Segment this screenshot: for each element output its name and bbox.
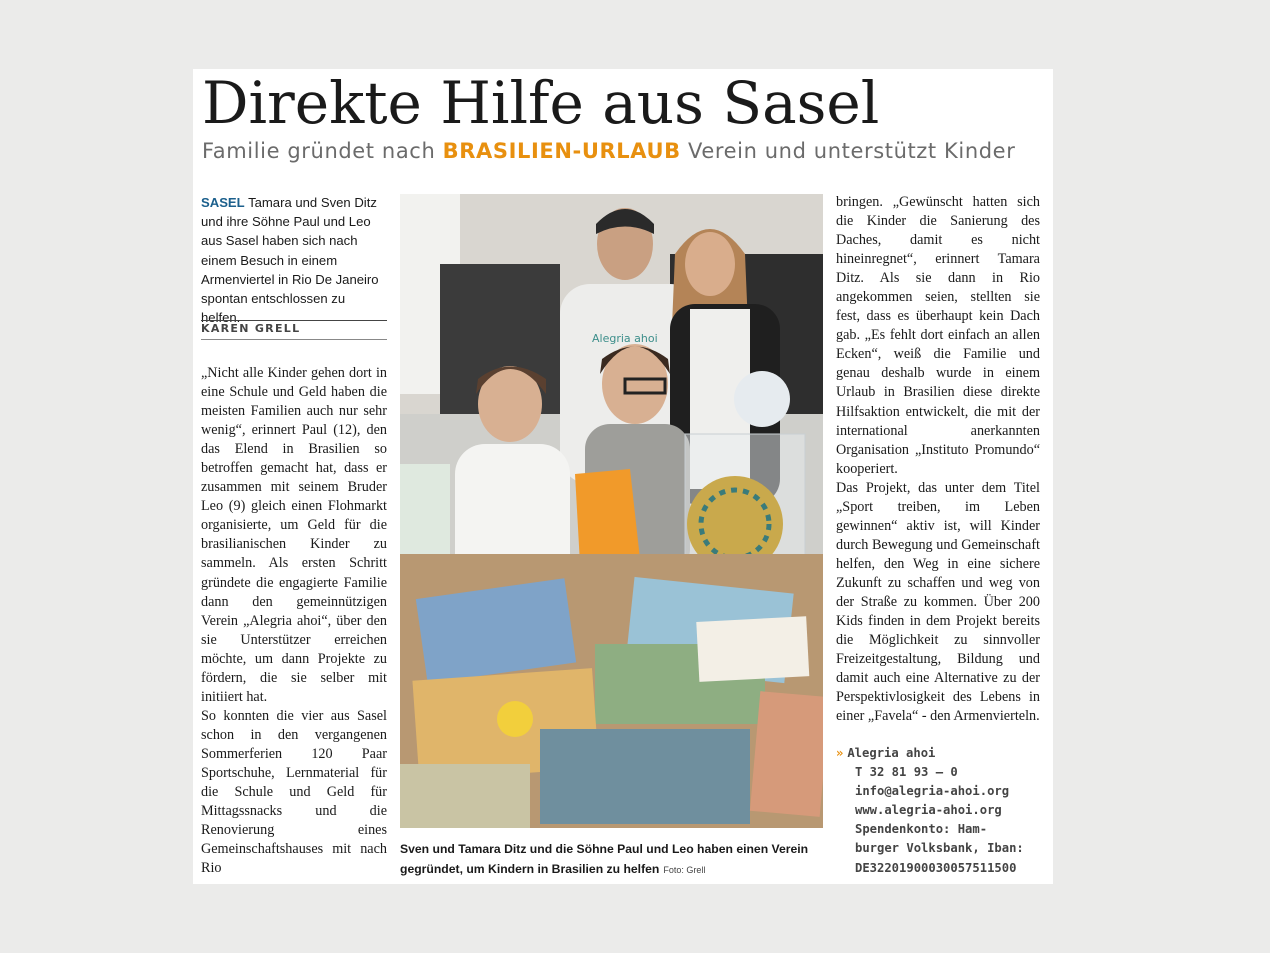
subheadline-end: Verein und unterstützt Kinder [680, 139, 1016, 163]
dateline-place: SASEL [201, 195, 245, 210]
info-phone: T 32 81 93 – 0 [855, 765, 958, 780]
body-column-1 [201, 364, 387, 878]
info-website: www.alegria-ahoi.org [855, 803, 1002, 818]
body-column-3 [836, 193, 1040, 726]
author-byline: KAREN GRELL [201, 322, 301, 335]
lead-text: Tamara und Sven Ditz und ihre Söhne Paul und Leo aus Sasel haben sich nach einem Besuch in einem Armenviertel in Rio De Janeiro spontan entschlossen zu helfen. [201, 195, 379, 326]
info-email: info@alegria-ahoi.org [855, 784, 1010, 799]
caption-text: Sven und Tamara Ditz und die Söhne Paul und Leo haben einen Verein gegründet, um Kindern in Brasilien zu helfen [400, 842, 809, 876]
author-rule-bottom [201, 339, 387, 340]
headline: Direkte Hilfe aus Sasel [202, 69, 880, 137]
info-iban: DE32201900030057511500 [855, 860, 1017, 875]
info-box [836, 744, 1024, 878]
body-paragraph: Das Projekt, das unter dem Titel „Sport treiben, im Leben gewinnen“ aktiv ist, will Kinder durch Bewegung und Gemeinschaft helfen, den Weg in eine sichere Zukunft zu schaffen und weg von der Straße zu kommen. Über 200 Kids finden in dem Projekt bereits die Möglichkeit zu sinnvoller Freizeitgestaltung, Bildung und damit auch eine Alternative zu der Perspektivlosigkeit des Lebens in einer „Favela“ - den Armenvierteln. [836, 479, 1040, 725]
subheadline-start: Familie gründet nach [202, 139, 443, 163]
lead-paragraph [201, 193, 388, 327]
subheadline [202, 139, 1015, 163]
info-bank-1: Spendenkonto: Ham- [855, 822, 988, 837]
photo-caption [400, 839, 830, 880]
body-paragraph: „Nicht alle Kinder gehen dort in eine Schule und Geld haben die meisten Familien auch nur sehr wenig“, erinnert Paul (12), den das Elend in Brasilien so betroffen gemacht hat, dass er zusammen mit seinem Bruder Leo (9) gleich einen Flohmarkt organisierte, um Geld für die brasilianischen Kinder zu sammeln. Als ersten Schritt gründete die engagierte Familie dann den gemeinnützigen Verein „Alegria ahoi“, über den sie Unterstützer erreichen möchte, um dann Projekte zu fördern, die sie selber mit initiiert hat. [201, 365, 387, 705]
family-photo [400, 194, 823, 828]
shirt-print: Alegria ahoi [592, 332, 658, 345]
arrow-icon: » [836, 746, 844, 760]
body-paragraph: So konnten die vier aus Sasel schon in den vergangenen Sommerferien 120 Paar Sportschuhe, Lernmaterial für die Schule und Geld für Mittagssnacks und die Renovierung eines Gemeinschaftshauses mit nach Rio [201, 707, 387, 877]
info-name: Alegria ahoi [847, 746, 936, 760]
info-title [836, 744, 1024, 763]
info-bank-2: burger Volksbank, Iban: [855, 841, 1024, 856]
author-rule-top [201, 320, 387, 321]
subheadline-highlight: BRASILIEN-URLAUB [442, 139, 681, 163]
newspaper-clipping [193, 69, 1053, 884]
body-paragraph: bringen. „Gewünscht hatten sich die Kinder die Sanierung des Daches, damit es nicht hineinregnet“, erinnert Tamara Ditz. Als sie dann in Rio angekommen seien, stellten sie fest, dass es überhaupt kein Dach gab. „Es fehlt dort einfach an allen Ecken“, weiß die Familie und genau deshalb wurde in einem Urlaub in Brasilien diese direkte Hilfsaktion entwickelt, die mit der international anerkannten Organisation „Instituto Promundo“ kooperiert. [836, 194, 1040, 477]
photo-credit: Foto: Grell [663, 865, 706, 875]
